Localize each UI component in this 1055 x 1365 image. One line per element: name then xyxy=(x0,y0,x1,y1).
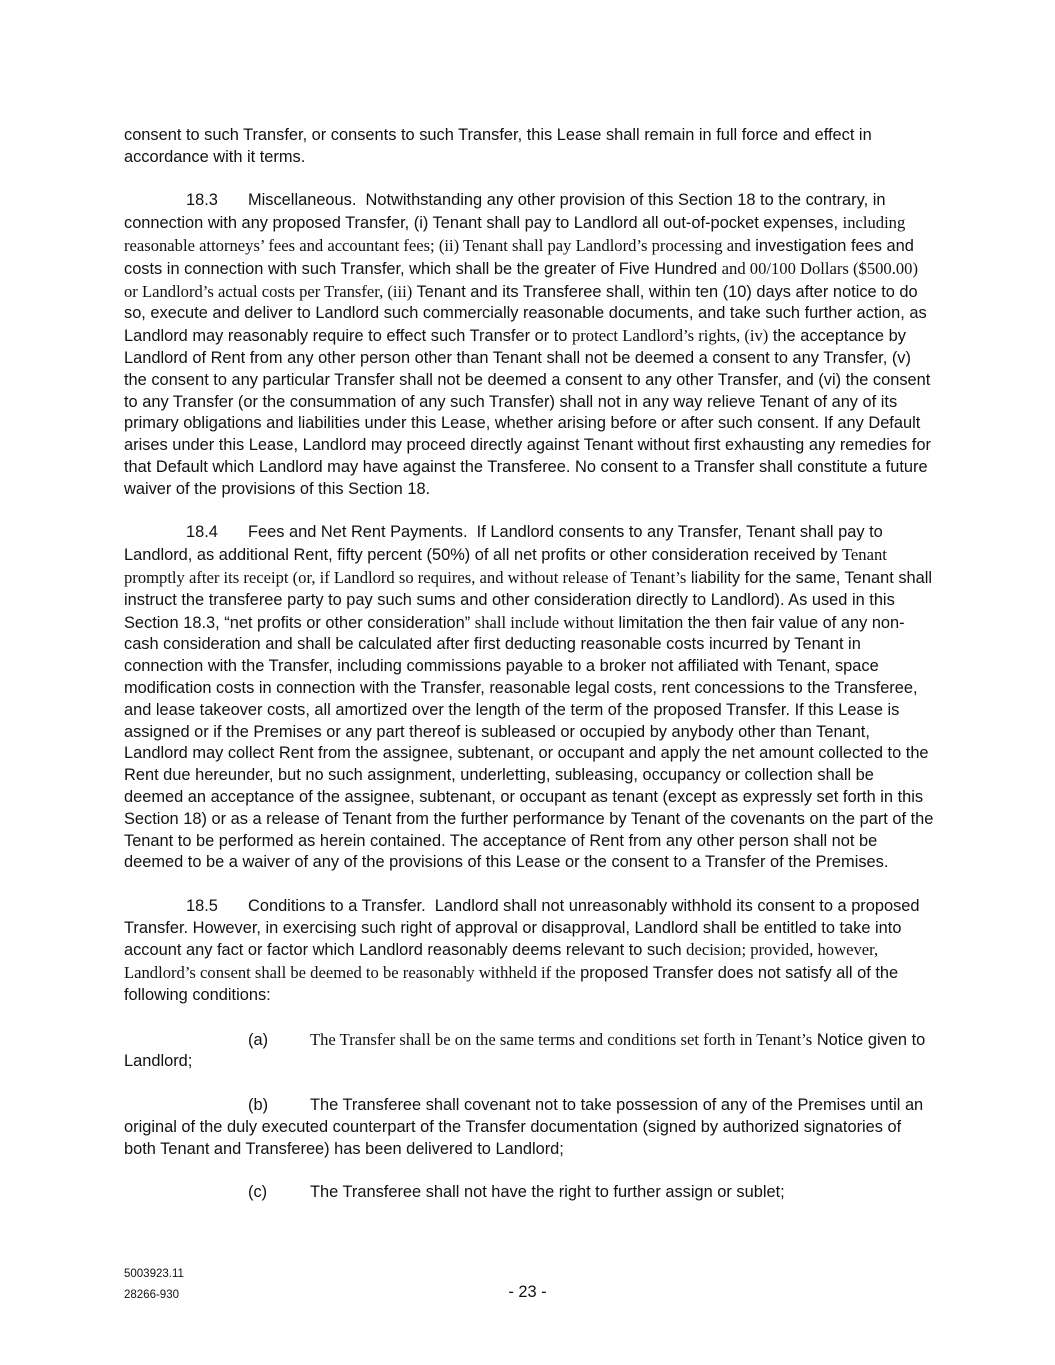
section-text-serif: including reasonable attorneys’ fees and accountant fees; (ii) Tenant shall pay Landlord’s processing and xyxy=(124,213,906,255)
section-text: limitation the then fair value of any non-cash consideration and shall be calculated after first deducting reasonable costs incurred by Tenant in connection with the Transfer, including commissions payable to a broker not affiliated with Tenant, space modification costs in connection with the Transfer, reasonable legal costs, rent concessions to the Transferee, and lease takeover costs, all amortized over the length of the term of the proposed Transfer. If this Lease is assigned or if the Premises or any part thereof is subleased or occupied by anybody other than Tenant, Landlord may collect Rent from the assignee, subtenant, or occupant and apply the net amount collected to the Rent due hereunder, but no such assignment, underletting, subleasing, occupancy or collection shall be deemed an acceptance of the assignee, subtenant, or occupant as tenant (except as expressly set forth in this Section 18) or as a release of Tenant from the further performance by Tenant of the covenants on the part of the Tenant to be performed as herein contained. The acceptance of Rent from any other person shall not be deemed to be a waiver of any of the provisions of this Lease or the consent to a Transfer of the Premises. xyxy=(124,613,934,872)
section-18-3 xyxy=(124,190,934,500)
section-text-serif: protect Landlord’s rights, (iv) xyxy=(571,326,769,346)
section-text: If Landlord consents to any Transfer, Tenant shall pay to Landlord, as additional Rent, fifty percent (50%) of all net profits or other consideration received by xyxy=(124,523,883,565)
section-18-5 xyxy=(124,896,934,1007)
section-text-serif: Tenant promptly after its receipt (or, if Landlord so requires, and without release of Tenant’s xyxy=(124,545,887,587)
section-heading: Miscellaneous. xyxy=(248,191,357,210)
section-text: investigation fees and costs in connection with such Transfer, which shall be the greater of Five Hundred xyxy=(124,236,914,278)
section-text: the acceptance by Landlord of Rent from any other person other than Tenant shall not be deemed a consent to any Transfer, (v) the consent to any particular Transfer shall not be deemed a consent to any other Transfer, and (vi) the consent to any Transfer (or the consummation of any such Transfer) shall not in any way relieve Tenant of any of its primary obligations and liabilities under this Lease, whether arising before or after such consent. If any Default arises under this Lease, Landlord may proceed directly against Tenant without first exhausting any remedies for that Default which Landlord may have against the Transferee. No consent to a Transfer shall constitute a future waiver of the provisions of this Section 18. xyxy=(124,327,931,498)
section-heading: Fees and Net Rent Payments. xyxy=(248,523,468,542)
section-text: Tenant and its Transferee shall, within ten (10) days after notice to do so, execute and deliver to Landlord such commercially reasonable documents, and take such further action, as Landlord may reasonably require to effect such Transfer or to xyxy=(124,282,927,346)
list-item-label: (c) xyxy=(248,1183,268,1202)
section-number: 18.4 xyxy=(186,523,218,542)
list-item-c xyxy=(124,1182,934,1204)
list-item-text-serif: The Transfer shall be on the same terms and conditions set forth in Tenant’s xyxy=(310,1029,813,1049)
section-text-serif: and 00/100 Dollars ($500.00) or Landlord’s actual costs per Transfer, (iii) xyxy=(124,258,919,301)
document-body xyxy=(124,125,934,1226)
list-item-b xyxy=(124,1095,934,1160)
list-item-text: The Transferee shall covenant not to take possession of any of the Premises until an original of the duly executed counterpart of the Transfer documentation (signed by authorized signatories of both Tenant and Transferee) has been delivered to Landlord; xyxy=(124,1096,924,1158)
list-item-a xyxy=(124,1029,934,1074)
section-text: Landlord shall not unreasonably withhold its consent to a proposed Transfer. However, in exercising such right of approval or disapproval, Landlord shall be entitled to take into account any fact or factor which Landlord reasonably deems relevant to such xyxy=(124,896,920,960)
section-text-serif: shall include without xyxy=(474,612,614,632)
section-text: proposed Transfer does not satisfy all of the following conditions: xyxy=(124,964,899,1005)
section-text: Notwithstanding any other provision of this Section 18 to the contrary, in connection with any proposed Transfer, (i) Tenant shall pay to Landlord all out-of-pocket expenses, xyxy=(124,191,886,233)
section-text-serif: decision; provided, however, Landlord’s consent shall be deemed to be reasonably withheld if the xyxy=(124,940,879,983)
footer-matter-id: 28266-930 xyxy=(124,1289,179,1301)
paragraph-intro xyxy=(124,125,934,169)
list-item-label: (b) xyxy=(248,1096,269,1115)
list-item-label: (a) xyxy=(248,1030,269,1049)
page-number: - 23 - xyxy=(508,1283,547,1301)
section-18-4 xyxy=(124,522,934,874)
section-number: 18.5 xyxy=(186,896,218,915)
section-text: liability for the same, Tenant shall instruct the transferee party to pay such sums and other consideration directly to Landlord). As used in this Section 18.3, “net profits or other consideration” xyxy=(124,568,933,632)
list-item-text: Notice given to Landlord; xyxy=(124,1030,926,1071)
section-number: 18.3 xyxy=(186,191,218,210)
footer-doc-id: 5003923.11 xyxy=(124,1268,184,1280)
list-item-text: The Transferee shall not have the right to further assign or sublet; xyxy=(310,1183,785,1202)
paragraph-intro-text: consent to such Transfer, or consents to such Transfer, this Lease shall remain in full force and effect in accordance with it terms. xyxy=(124,126,872,166)
section-heading: Conditions to a Transfer. xyxy=(248,896,426,915)
